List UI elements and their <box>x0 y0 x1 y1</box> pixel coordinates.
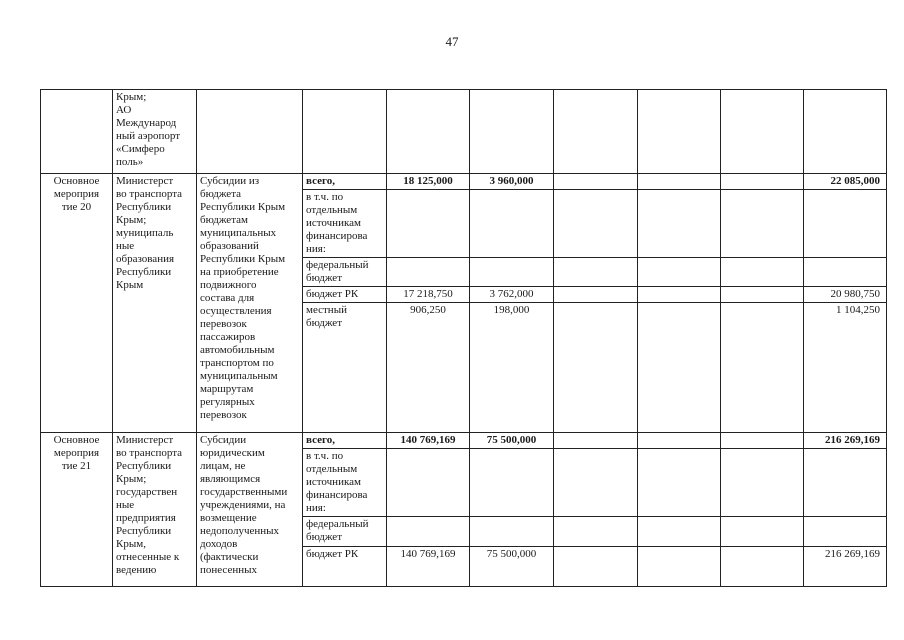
source-cell: в т.ч. по отдельным источникам финансирова ния: <box>303 449 387 517</box>
value-cell: 198,000 <box>470 303 554 433</box>
value-cell <box>387 449 470 517</box>
value-cell <box>638 90 721 174</box>
total-cell: 22 085,000 <box>804 174 887 190</box>
page-number: 47 <box>445 34 459 49</box>
event-name-cell: Основное мероприя тие 20 <box>41 174 113 433</box>
value-cell <box>721 174 804 190</box>
source-cell: в т.ч. по отдельным источникам финансирова ния: <box>303 190 387 258</box>
value-cell <box>721 449 804 517</box>
value-cell <box>470 449 554 517</box>
value-cell <box>638 303 721 433</box>
value-cell <box>554 449 638 517</box>
total-cell: 20 980,750 <box>804 287 887 303</box>
value-cell <box>721 547 804 587</box>
value-cell: 17 218,750 <box>387 287 470 303</box>
value-cell: 140 769,169 <box>387 547 470 587</box>
event-name-cell <box>41 90 113 174</box>
value-cell: 3 762,000 <box>470 287 554 303</box>
value-cell <box>804 517 887 547</box>
source-cell: бюджет РК <box>303 547 387 587</box>
executor-cell: Министерст во транспорта Республики Крым; государствен ные предприятия Республики Крым, отнесенные к ведению <box>113 433 197 587</box>
value-cell: 3 960,000 <box>470 174 554 190</box>
funding-table <box>40 89 887 587</box>
value-cell <box>638 449 721 517</box>
source-cell: всего, <box>303 433 387 449</box>
total-cell: 216 269,169 <box>804 433 887 449</box>
value-cell <box>638 174 721 190</box>
value-cell: 75 500,000 <box>470 433 554 449</box>
source-cell: федеральный бюджет <box>303 258 387 287</box>
value-cell <box>721 287 804 303</box>
source-cell: всего, <box>303 174 387 190</box>
value-cell <box>554 433 638 449</box>
value-cell: 140 769,169 <box>387 433 470 449</box>
value-cell <box>554 190 638 258</box>
value-cell <box>638 517 721 547</box>
value-cell <box>387 258 470 287</box>
value-cell <box>638 190 721 258</box>
value-cell <box>721 433 804 449</box>
value-cell: 75 500,000 <box>470 547 554 587</box>
total-cell: 216 269,169 <box>804 547 887 587</box>
value-cell <box>554 287 638 303</box>
value-cell <box>721 258 804 287</box>
value-cell <box>554 303 638 433</box>
value-cell <box>721 303 804 433</box>
value-cell <box>387 517 470 547</box>
value-cell <box>804 449 887 517</box>
table-row <box>41 433 887 449</box>
value-cell <box>470 90 554 174</box>
source-cell: местный бюджет <box>303 303 387 433</box>
value-cell <box>470 258 554 287</box>
value-cell <box>804 190 887 258</box>
value-cell <box>638 287 721 303</box>
description-cell: Субсидии из бюджета Республики Крым бюджетам муниципальных образований Республики Крым на приобретение подвижного состава для осуществления перевозок пассажиров автомобильным транспортом по муниципальным маршрутам регулярных перевозок <box>197 174 303 433</box>
value-cell <box>554 517 638 547</box>
value-cell <box>638 258 721 287</box>
value-cell <box>638 433 721 449</box>
table-row <box>41 174 887 190</box>
table-row <box>41 90 887 174</box>
value-cell <box>387 190 470 258</box>
value-cell <box>721 517 804 547</box>
value-cell <box>554 90 638 174</box>
value-cell <box>387 90 470 174</box>
value-cell <box>554 547 638 587</box>
description-cell: Субсидии юридическим лицам, не являющимся государственными учреждениями, на возмещение недополученных доходов (фактически понесенных <box>197 433 303 587</box>
value-cell <box>804 258 887 287</box>
source-cell: бюджет РК <box>303 287 387 303</box>
source-cell <box>303 90 387 174</box>
source-cell: федеральный бюджет <box>303 517 387 547</box>
value-cell <box>721 190 804 258</box>
description-cell <box>197 90 303 174</box>
value-cell <box>721 90 804 174</box>
event-name-cell: Основное мероприя тие 21 <box>41 433 113 587</box>
value-cell <box>804 90 887 174</box>
value-cell <box>470 517 554 547</box>
value-cell: 18 125,000 <box>387 174 470 190</box>
value-cell <box>470 190 554 258</box>
value-cell <box>638 547 721 587</box>
value-cell <box>554 174 638 190</box>
total-cell: 1 104,250 <box>804 303 887 433</box>
executor-cell: Министерст во транспорта Республики Крым; муниципаль ные образования Республики Крым <box>113 174 197 433</box>
executor-cell: Крым; АО Международ ный аэропорт «Симферо поль» <box>113 90 197 174</box>
value-cell: 906,250 <box>387 303 470 433</box>
value-cell <box>554 258 638 287</box>
